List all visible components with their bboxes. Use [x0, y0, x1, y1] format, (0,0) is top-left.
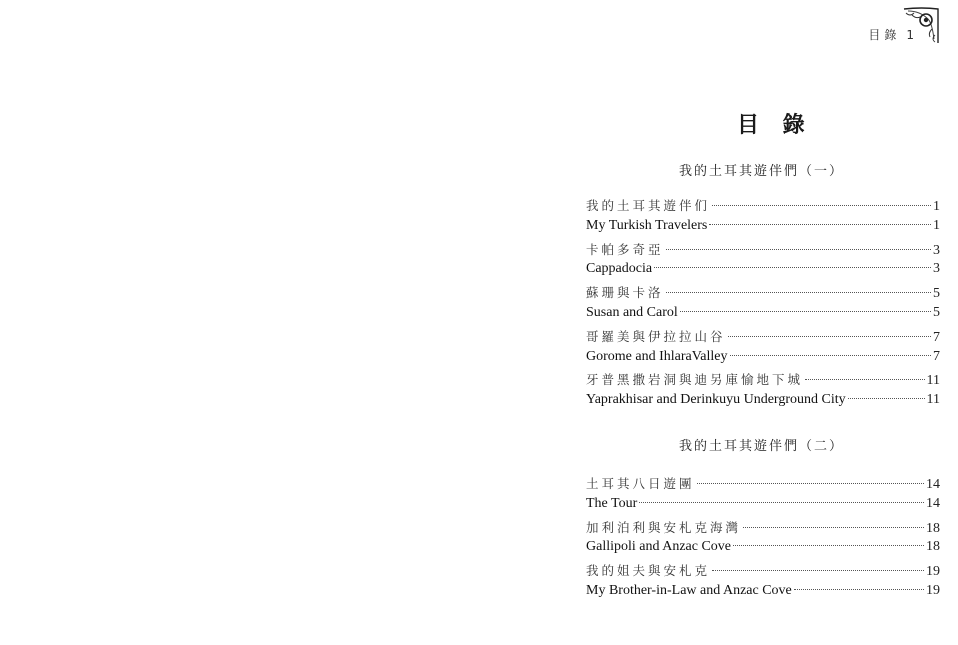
toc-entry-label: The Tour	[586, 495, 638, 511]
dot-leader	[794, 589, 924, 590]
toc-entry-label: Gorome and IhlaraValley	[586, 348, 728, 364]
dot-leader	[733, 545, 924, 546]
toc-entry[interactable]	[586, 539, 940, 561]
toc-entry-page-number: 19	[926, 564, 940, 580]
toc-entry-label: 牙普黑撒岩洞與迪另庫愉地下城	[586, 372, 804, 388]
dot-leader	[743, 527, 924, 528]
dot-leader	[730, 355, 932, 356]
toc-entry-page-number: 3	[933, 242, 940, 258]
corner-flourish-icon	[902, 5, 942, 45]
running-title: 目錄	[868, 28, 901, 42]
dot-leader	[712, 570, 924, 571]
dot-leader	[666, 292, 931, 293]
dot-leader	[654, 267, 931, 268]
toc-title: 目 錄	[737, 113, 813, 138]
toc-entry-page-number: 11	[926, 392, 940, 408]
dot-leader	[805, 379, 925, 380]
toc-entry-page-number: 11	[926, 373, 940, 389]
dot-leader	[680, 311, 931, 312]
toc-entry-page-number: 14	[926, 495, 940, 511]
toc-entry-label: 加利泊利與安札克海灣	[586, 519, 742, 535]
toc-entry[interactable]	[586, 240, 940, 262]
toc-entry-label: 蘇珊與卡洛	[586, 285, 664, 301]
toc-entry-page-number: 14	[926, 477, 940, 492]
toc-entry-page-number: 1	[933, 199, 940, 214]
toc-entry-label: My Brother-in-Law and Anzac Cove	[586, 582, 792, 598]
dot-leader	[848, 398, 925, 399]
toc-entry-page-number: 7	[933, 329, 940, 345]
dot-leader	[712, 205, 931, 206]
toc-entry[interactable]	[586, 196, 940, 218]
dot-leader	[697, 483, 924, 484]
toc-entry-page-number: 7	[933, 348, 940, 364]
toc-entry[interactable]	[586, 392, 940, 414]
dot-leader	[728, 336, 931, 337]
toc-entry-label: Yaprakhisar and Derinkuyu Underground City	[586, 392, 846, 408]
toc-entry[interactable]	[586, 518, 940, 540]
toc-entry[interactable]	[586, 261, 940, 283]
section-heading-2: 我的土耳其遊伴們（二）	[679, 439, 845, 454]
toc-entry-page-number: 5	[933, 304, 940, 320]
header-page-number: 1	[906, 28, 918, 42]
dot-leader	[666, 249, 931, 250]
toc-entry[interactable]	[586, 218, 940, 240]
section-heading-1: 我的土耳其遊伴們（一）	[679, 164, 845, 179]
toc-entry[interactable]	[586, 305, 940, 327]
toc-entry-page-number: 18	[926, 539, 940, 555]
dot-leader	[709, 224, 931, 225]
toc-entry[interactable]	[586, 283, 940, 305]
toc-entry-page-number: 18	[926, 520, 940, 536]
toc-entry-page-number: 1	[933, 217, 940, 233]
toc-entry-label: Susan and Carol	[586, 304, 678, 320]
toc-entry-label: 卡帕多奇亞	[586, 241, 664, 257]
toc-entry-label: 我的土耳其遊伴们	[586, 198, 711, 213]
toc-entry[interactable]	[586, 327, 940, 349]
toc-entry-page-number: 19	[926, 582, 940, 598]
dot-leader	[639, 502, 924, 503]
toc-entry-label: 我的姐夫與安札克	[586, 563, 711, 579]
right-page	[479, 0, 958, 645]
toc-entry-label: Cappadocia	[586, 261, 653, 277]
toc-entry[interactable]	[586, 349, 940, 371]
toc-entry[interactable]	[586, 474, 940, 496]
toc-entry-page-number: 3	[933, 261, 940, 277]
toc-entry-page-number: 5	[933, 286, 940, 302]
toc-section-1-list	[586, 196, 940, 414]
toc-entry-label: My Turkish Travelers	[586, 217, 708, 233]
toc-entry-label: Gallipoli and Anzac Cove	[586, 539, 732, 555]
toc-entry-label: 土耳其八日遊團	[586, 476, 695, 491]
toc-entry-label: 哥羅美與伊拉拉山谷	[586, 328, 726, 344]
toc-entry[interactable]	[586, 496, 940, 518]
toc-section-2-list	[586, 474, 940, 605]
toc-entry[interactable]	[586, 583, 940, 605]
toc-entry[interactable]	[586, 561, 940, 583]
toc-entry[interactable]	[586, 370, 940, 392]
